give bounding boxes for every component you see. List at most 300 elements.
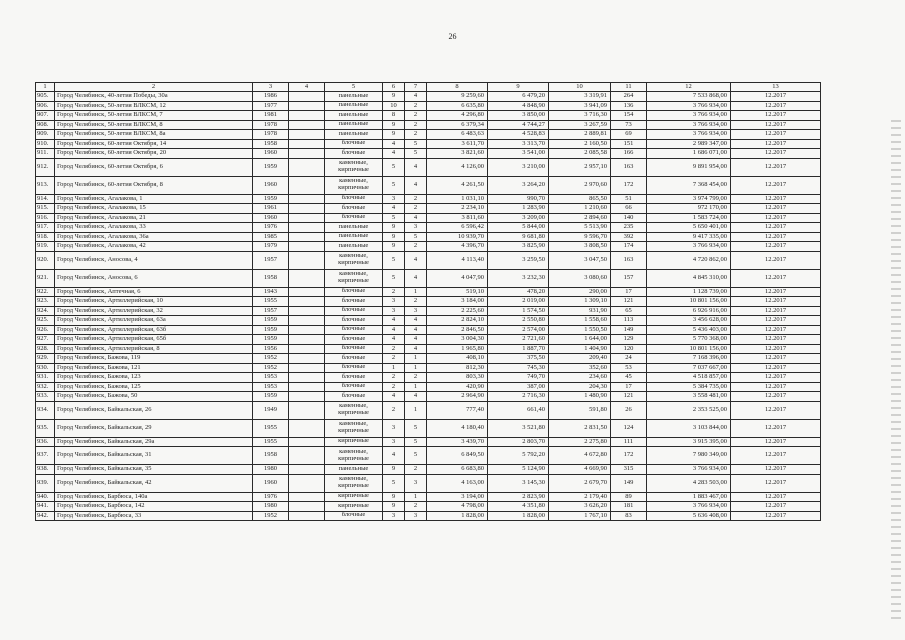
cell-living-area: 3 850,00 [488, 111, 549, 121]
cell-residents: 163 [611, 158, 647, 176]
cell-entrances: 4 [405, 392, 427, 402]
cell-deadline: 12.2017 [731, 474, 821, 492]
cell-col-4 [289, 176, 325, 194]
cell-floors: 9 [383, 232, 405, 242]
cell-year-built: 1959 [253, 325, 289, 335]
cell-address: Город Челябинск, Барбюса, 142 [55, 502, 253, 512]
cell-total-area: 519,10 [427, 287, 488, 297]
cell-entrances: 4 [405, 269, 427, 287]
table-row [36, 344, 821, 354]
cell-residents: 235 [611, 223, 647, 233]
cell-total-area: 3 611,70 [427, 139, 488, 149]
cell-living-area: 3 541,00 [488, 149, 549, 159]
cell-cost: 1 686 071,00 [647, 149, 731, 159]
table-row [36, 120, 821, 130]
table-row [36, 401, 821, 419]
cell-wall-material: блочные [325, 139, 383, 149]
cell-col-4 [289, 474, 325, 492]
cell-residents: 163 [611, 251, 647, 269]
cell-living-area: 745,30 [488, 363, 549, 373]
cell-residents: 45 [611, 373, 647, 383]
table-row [36, 297, 821, 307]
cell-wall-material: блочные [325, 325, 383, 335]
cell-residential-area: 1 767,10 [549, 511, 611, 521]
cell-cost: 5 636 408,00 [647, 511, 731, 521]
cell-col-4 [289, 354, 325, 364]
cell-living-area: 5 124,90 [488, 465, 549, 475]
cell-wall-material: каменные, кирпичные [325, 447, 383, 465]
cell-cost: 2 353 525,00 [647, 401, 731, 419]
cell-deadline: 12.2017 [731, 111, 821, 121]
cell-row-number: 925. [36, 316, 55, 326]
cell-cost: 3 558 481,00 [647, 392, 731, 402]
cell-floors: 9 [383, 120, 405, 130]
cell-year-built: 1959 [253, 158, 289, 176]
cell-living-area: 2 550,80 [488, 316, 549, 326]
cell-cost: 3 766 934,00 [647, 465, 731, 475]
cell-total-area: 1 965,80 [427, 344, 488, 354]
cell-living-area: 3 264,20 [488, 176, 549, 194]
cell-residents: 392 [611, 232, 647, 242]
cell-residential-area: 1 309,10 [549, 297, 611, 307]
cell-cost: 1 883 467,00 [647, 492, 731, 502]
cell-wall-material: блочные [325, 204, 383, 214]
cell-cost: 7 037 667,00 [647, 363, 731, 373]
cell-living-area: 4 848,90 [488, 101, 549, 111]
table-row [36, 465, 821, 475]
cell-deadline: 12.2017 [731, 354, 821, 364]
cell-living-area: 3 825,90 [488, 242, 549, 252]
cell-wall-material: кирпичные [325, 492, 383, 502]
column-number-5: 5 [325, 83, 383, 92]
cell-wall-material: блочные [325, 194, 383, 204]
cell-floors: 9 [383, 242, 405, 252]
cell-total-area: 4 163,00 [427, 474, 488, 492]
cell-address: Город Челябинск, Агалакова, 36а [55, 232, 253, 242]
cell-cost: 3 766 934,00 [647, 111, 731, 121]
cell-cost: 5 384 735,00 [647, 382, 731, 392]
cell-col-4 [289, 130, 325, 140]
cell-cost: 1 128 739,00 [647, 287, 731, 297]
cell-cost: 3 915 395,00 [647, 437, 731, 447]
cell-residents: 73 [611, 120, 647, 130]
cell-total-area: 1 828,00 [427, 511, 488, 521]
cell-wall-material: блочные [325, 382, 383, 392]
cell-wall-material: кирпичные [325, 437, 383, 447]
cell-entrances: 5 [405, 419, 427, 437]
cell-col-4 [289, 223, 325, 233]
cell-floors: 9 [383, 502, 405, 512]
cell-total-area: 3 004,30 [427, 335, 488, 345]
cell-residential-area: 3 716,30 [549, 111, 611, 121]
cell-row-number: 939. [36, 474, 55, 492]
table-row [36, 437, 821, 447]
cell-entrances: 1 [405, 363, 427, 373]
table-row [36, 354, 821, 364]
cell-row-number: 933. [36, 392, 55, 402]
cell-col-4 [289, 269, 325, 287]
cell-residential-area: 209,40 [549, 354, 611, 364]
cell-address: Город Челябинск, Байкальская, 42 [55, 474, 253, 492]
cell-address: Город Челябинск, Агалакова, 1 [55, 194, 253, 204]
cell-wall-material: панельные [325, 465, 383, 475]
cell-row-number: 918. [36, 232, 55, 242]
cell-col-4 [289, 287, 325, 297]
cell-cost: 4 518 857,00 [647, 373, 731, 383]
cell-entrances: 2 [405, 111, 427, 121]
cell-total-area: 3 439,70 [427, 437, 488, 447]
cell-entrances: 1 [405, 354, 427, 364]
cell-address: Город Челябинск, Барбюса, 140а [55, 492, 253, 502]
cell-deadline: 12.2017 [731, 120, 821, 130]
cell-address: Город Челябинск, 60-летия Октября, 20 [55, 149, 253, 159]
cell-row-number: 940. [36, 492, 55, 502]
cell-row-number: 938. [36, 465, 55, 475]
cell-floors: 5 [383, 176, 405, 194]
page-number: 26 [448, 32, 457, 41]
cell-deadline: 12.2017 [731, 194, 821, 204]
cell-residents: 149 [611, 474, 647, 492]
cell-cost: 3 766 934,00 [647, 242, 731, 252]
cell-wall-material: блочные [325, 373, 383, 383]
cell-address: Город Челябинск, 50-летия ВЛКСМ, 8 [55, 120, 253, 130]
table-row [36, 511, 821, 521]
cell-total-area: 4 113,40 [427, 251, 488, 269]
cell-deadline: 12.2017 [731, 316, 821, 326]
column-number-6: 6 [383, 83, 405, 92]
cell-wall-material: панельные [325, 242, 383, 252]
cell-row-number: 916. [36, 213, 55, 223]
column-number-header-row [36, 83, 821, 92]
table-row [36, 502, 821, 512]
cell-living-area: 3 209,00 [488, 213, 549, 223]
table-row [36, 139, 821, 149]
cell-address: Город Челябинск, Агалакова, 21 [55, 213, 253, 223]
column-number-3: 3 [253, 83, 289, 92]
cell-entrances: 5 [405, 139, 427, 149]
table-row [36, 232, 821, 242]
cell-deadline: 12.2017 [731, 335, 821, 345]
cell-residents: 166 [611, 149, 647, 159]
cell-row-number: 929. [36, 354, 55, 364]
cell-year-built: 1960 [253, 149, 289, 159]
cell-address: Город Челябинск, Байкальская, 29а [55, 437, 253, 447]
cell-year-built: 1955 [253, 437, 289, 447]
cell-address: Город Челябинск, 40-летия Победы, 30а [55, 92, 253, 102]
cell-deadline: 12.2017 [731, 502, 821, 512]
cell-address: Город Челябинск, Барбюса, 33 [55, 511, 253, 521]
cell-residents: 140 [611, 213, 647, 223]
cell-cost: 9 891 954,00 [647, 158, 731, 176]
cell-total-area: 4 180,40 [427, 419, 488, 437]
cell-wall-material: блочные [325, 287, 383, 297]
cell-residential-area: 1 480,90 [549, 392, 611, 402]
margin-marks [891, 120, 901, 620]
cell-floors: 4 [383, 139, 405, 149]
cell-living-area: 2 019,00 [488, 297, 549, 307]
cell-cost: 3 766 934,00 [647, 101, 731, 111]
cell-row-number: 922. [36, 287, 55, 297]
cell-residents: 89 [611, 492, 647, 502]
cell-row-number: 906. [36, 101, 55, 111]
cell-deadline: 12.2017 [731, 392, 821, 402]
cell-cost: 3 974 799,00 [647, 194, 731, 204]
cell-entrances: 4 [405, 325, 427, 335]
cell-total-area: 803,30 [427, 373, 488, 383]
cell-deadline: 12.2017 [731, 297, 821, 307]
cell-residents: 24 [611, 354, 647, 364]
cell-floors: 3 [383, 306, 405, 316]
cell-year-built: 1955 [253, 297, 289, 307]
cell-cost: 1 583 724,00 [647, 213, 731, 223]
cell-floors: 8 [383, 111, 405, 121]
cell-entrances: 4 [405, 316, 427, 326]
cell-entrances: 2 [405, 194, 427, 204]
cell-address: Город Челябинск, 60-летия Октября, 6 [55, 158, 253, 176]
cell-entrances: 5 [405, 232, 427, 242]
cell-address: Город Челябинск, Бажова, 121 [55, 363, 253, 373]
cell-address: Город Челябинск, 50-летия ВЛКСМ, 12 [55, 101, 253, 111]
cell-cost: 10 801 156,00 [647, 344, 731, 354]
cell-row-number: 928. [36, 344, 55, 354]
cell-living-area: 2 574,00 [488, 325, 549, 335]
cell-col-4 [289, 363, 325, 373]
cell-floors: 3 [383, 511, 405, 521]
cell-deadline: 12.2017 [731, 465, 821, 475]
cell-address: Город Челябинск, Агалакова, 15 [55, 204, 253, 214]
cell-living-area: 2 716,30 [488, 392, 549, 402]
cell-entrances: 4 [405, 251, 427, 269]
cell-wall-material: блочные [325, 363, 383, 373]
cell-total-area: 1 031,10 [427, 194, 488, 204]
cell-cost: 2 989 347,00 [647, 139, 731, 149]
cell-residential-area: 865,50 [549, 194, 611, 204]
cell-total-area: 4 261,50 [427, 176, 488, 194]
cell-living-area: 6 479,20 [488, 92, 549, 102]
cell-row-number: 912. [36, 158, 55, 176]
cell-col-4 [289, 213, 325, 223]
cell-floors: 3 [383, 194, 405, 204]
cell-wall-material: панельные [325, 111, 383, 121]
cell-col-4 [289, 325, 325, 335]
cell-residents: 66 [611, 204, 647, 214]
cell-residential-area: 5 513,90 [549, 223, 611, 233]
cell-cost: 7 168 396,00 [647, 354, 731, 364]
cell-row-number: 924. [36, 306, 55, 316]
table-row [36, 223, 821, 233]
cell-year-built: 1961 [253, 204, 289, 214]
cell-deadline: 12.2017 [731, 306, 821, 316]
cell-year-built: 1979 [253, 242, 289, 252]
cell-wall-material: блочные [325, 344, 383, 354]
cell-year-built: 1958 [253, 269, 289, 287]
cell-col-4 [289, 316, 325, 326]
cell-floors: 4 [383, 149, 405, 159]
cell-residential-area: 4 672,80 [549, 447, 611, 465]
table-row [36, 373, 821, 383]
cell-residential-area: 3 080,60 [549, 269, 611, 287]
cell-total-area: 420,90 [427, 382, 488, 392]
cell-residential-area: 352,60 [549, 363, 611, 373]
cell-deadline: 12.2017 [731, 511, 821, 521]
cell-total-area: 6 596,42 [427, 223, 488, 233]
cell-address: Город Челябинск, Бажова, 123 [55, 373, 253, 383]
cell-col-4 [289, 344, 325, 354]
cell-deadline: 12.2017 [731, 232, 821, 242]
cell-residents: 174 [611, 242, 647, 252]
cell-year-built: 1952 [253, 354, 289, 364]
cell-residents: 121 [611, 297, 647, 307]
cell-residents: 65 [611, 306, 647, 316]
cell-deadline: 12.2017 [731, 287, 821, 297]
cell-residents: 264 [611, 92, 647, 102]
cell-residential-area: 2 831,50 [549, 419, 611, 437]
cell-floors: 2 [383, 401, 405, 419]
cell-col-4 [289, 373, 325, 383]
cell-entrances: 4 [405, 344, 427, 354]
cell-deadline: 12.2017 [731, 373, 821, 383]
column-number-8: 8 [427, 83, 488, 92]
cell-year-built: 1959 [253, 194, 289, 204]
cell-entrances: 3 [405, 474, 427, 492]
cell-address: Город Челябинск, Аптечная, 6 [55, 287, 253, 297]
housing-register-table [35, 82, 821, 521]
cell-deadline: 12.2017 [731, 447, 821, 465]
cell-living-area: 990,70 [488, 194, 549, 204]
cell-floors: 1 [383, 363, 405, 373]
cell-floors: 5 [383, 213, 405, 223]
cell-address: Город Челябинск, 60-летия Октября, 8 [55, 176, 253, 194]
cell-deadline: 12.2017 [731, 204, 821, 214]
cell-residents: 121 [611, 392, 647, 402]
table-row [36, 335, 821, 345]
cell-residential-area: 2 679,70 [549, 474, 611, 492]
cell-residential-area: 2 085,58 [549, 149, 611, 159]
table-row [36, 101, 821, 111]
cell-cost: 7 368 454,00 [647, 176, 731, 194]
cell-living-area: 478,20 [488, 287, 549, 297]
cell-address: Город Челябинск, Байкальская, 26 [55, 401, 253, 419]
cell-total-area: 6 483,63 [427, 130, 488, 140]
cell-year-built: 1955 [253, 419, 289, 437]
cell-residents: 149 [611, 325, 647, 335]
cell-total-area: 6 379,34 [427, 120, 488, 130]
cell-col-4 [289, 111, 325, 121]
cell-entrances: 1 [405, 287, 427, 297]
cell-residents: 315 [611, 465, 647, 475]
table-row [36, 204, 821, 214]
cell-floors: 10 [383, 101, 405, 111]
cell-col-4 [289, 101, 325, 111]
cell-col-4 [289, 502, 325, 512]
cell-row-number: 935. [36, 419, 55, 437]
cell-residential-area: 2 957,10 [549, 158, 611, 176]
cell-row-number: 941. [36, 502, 55, 512]
table-row [36, 382, 821, 392]
table-row [36, 316, 821, 326]
cell-cost: 5 770 368,00 [647, 335, 731, 345]
cell-living-area: 4 351,80 [488, 502, 549, 512]
cell-wall-material: панельные [325, 92, 383, 102]
cell-row-number: 911. [36, 149, 55, 159]
table-row [36, 474, 821, 492]
cell-row-number: 908. [36, 120, 55, 130]
cell-total-area: 10 939,70 [427, 232, 488, 242]
cell-living-area: 4 744,27 [488, 120, 549, 130]
cell-row-number: 926. [36, 325, 55, 335]
cell-col-4 [289, 194, 325, 204]
cell-deadline: 12.2017 [731, 419, 821, 437]
cell-entrances: 2 [405, 101, 427, 111]
cell-row-number: 913. [36, 176, 55, 194]
cell-wall-material: каменные, кирпичные [325, 176, 383, 194]
cell-floors: 9 [383, 465, 405, 475]
cell-residential-area: 3 267,59 [549, 120, 611, 130]
cell-residential-area: 591,80 [549, 401, 611, 419]
table-row [36, 130, 821, 140]
cell-year-built: 1960 [253, 176, 289, 194]
cell-residents: 181 [611, 502, 647, 512]
cell-total-area: 3 194,00 [427, 492, 488, 502]
cell-deadline: 12.2017 [731, 325, 821, 335]
cell-cost: 972 170,00 [647, 204, 731, 214]
cell-year-built: 1957 [253, 251, 289, 269]
cell-entrances: 1 [405, 492, 427, 502]
cell-residential-area: 1 644,00 [549, 335, 611, 345]
cell-address: Город Челябинск, Байкальская, 31 [55, 447, 253, 465]
cell-living-area: 387,00 [488, 382, 549, 392]
cell-floors: 2 [383, 287, 405, 297]
cell-residential-area: 2 970,60 [549, 176, 611, 194]
table-row [36, 251, 821, 269]
cell-residential-area: 3 319,91 [549, 92, 611, 102]
cell-floors: 4 [383, 335, 405, 345]
cell-floors: 3 [383, 419, 405, 437]
cell-row-number: 936. [36, 437, 55, 447]
cell-deadline: 12.2017 [731, 149, 821, 159]
cell-floors: 3 [383, 297, 405, 307]
column-number-10: 10 [549, 83, 611, 92]
cell-residential-area: 3 808,50 [549, 242, 611, 252]
cell-row-number: 910. [36, 139, 55, 149]
cell-year-built: 1978 [253, 130, 289, 140]
cell-residential-area: 2 889,81 [549, 130, 611, 140]
cell-col-4 [289, 306, 325, 316]
cell-col-4 [289, 511, 325, 521]
table-row [36, 194, 821, 204]
cell-total-area: 6 683,80 [427, 465, 488, 475]
cell-floors: 9 [383, 130, 405, 140]
cell-deadline: 12.2017 [731, 130, 821, 140]
cell-year-built: 1976 [253, 223, 289, 233]
cell-col-4 [289, 158, 325, 176]
cell-year-built: 1958 [253, 139, 289, 149]
cell-residential-area: 3 047,50 [549, 251, 611, 269]
table-row [36, 242, 821, 252]
cell-wall-material: панельные [325, 232, 383, 242]
cell-address: Город Челябинск, Артиллерийская, 32 [55, 306, 253, 316]
cell-residential-area: 1 550,50 [549, 325, 611, 335]
cell-living-area: 1 574,50 [488, 306, 549, 316]
cell-year-built: 1959 [253, 316, 289, 326]
cell-wall-material: каменные, кирпичные [325, 158, 383, 176]
table-row [36, 287, 821, 297]
cell-deadline: 12.2017 [731, 269, 821, 287]
cell-residents: 154 [611, 111, 647, 121]
cell-entrances: 5 [405, 447, 427, 465]
cell-address: Город Челябинск, Бажова, 125 [55, 382, 253, 392]
cell-col-4 [289, 139, 325, 149]
